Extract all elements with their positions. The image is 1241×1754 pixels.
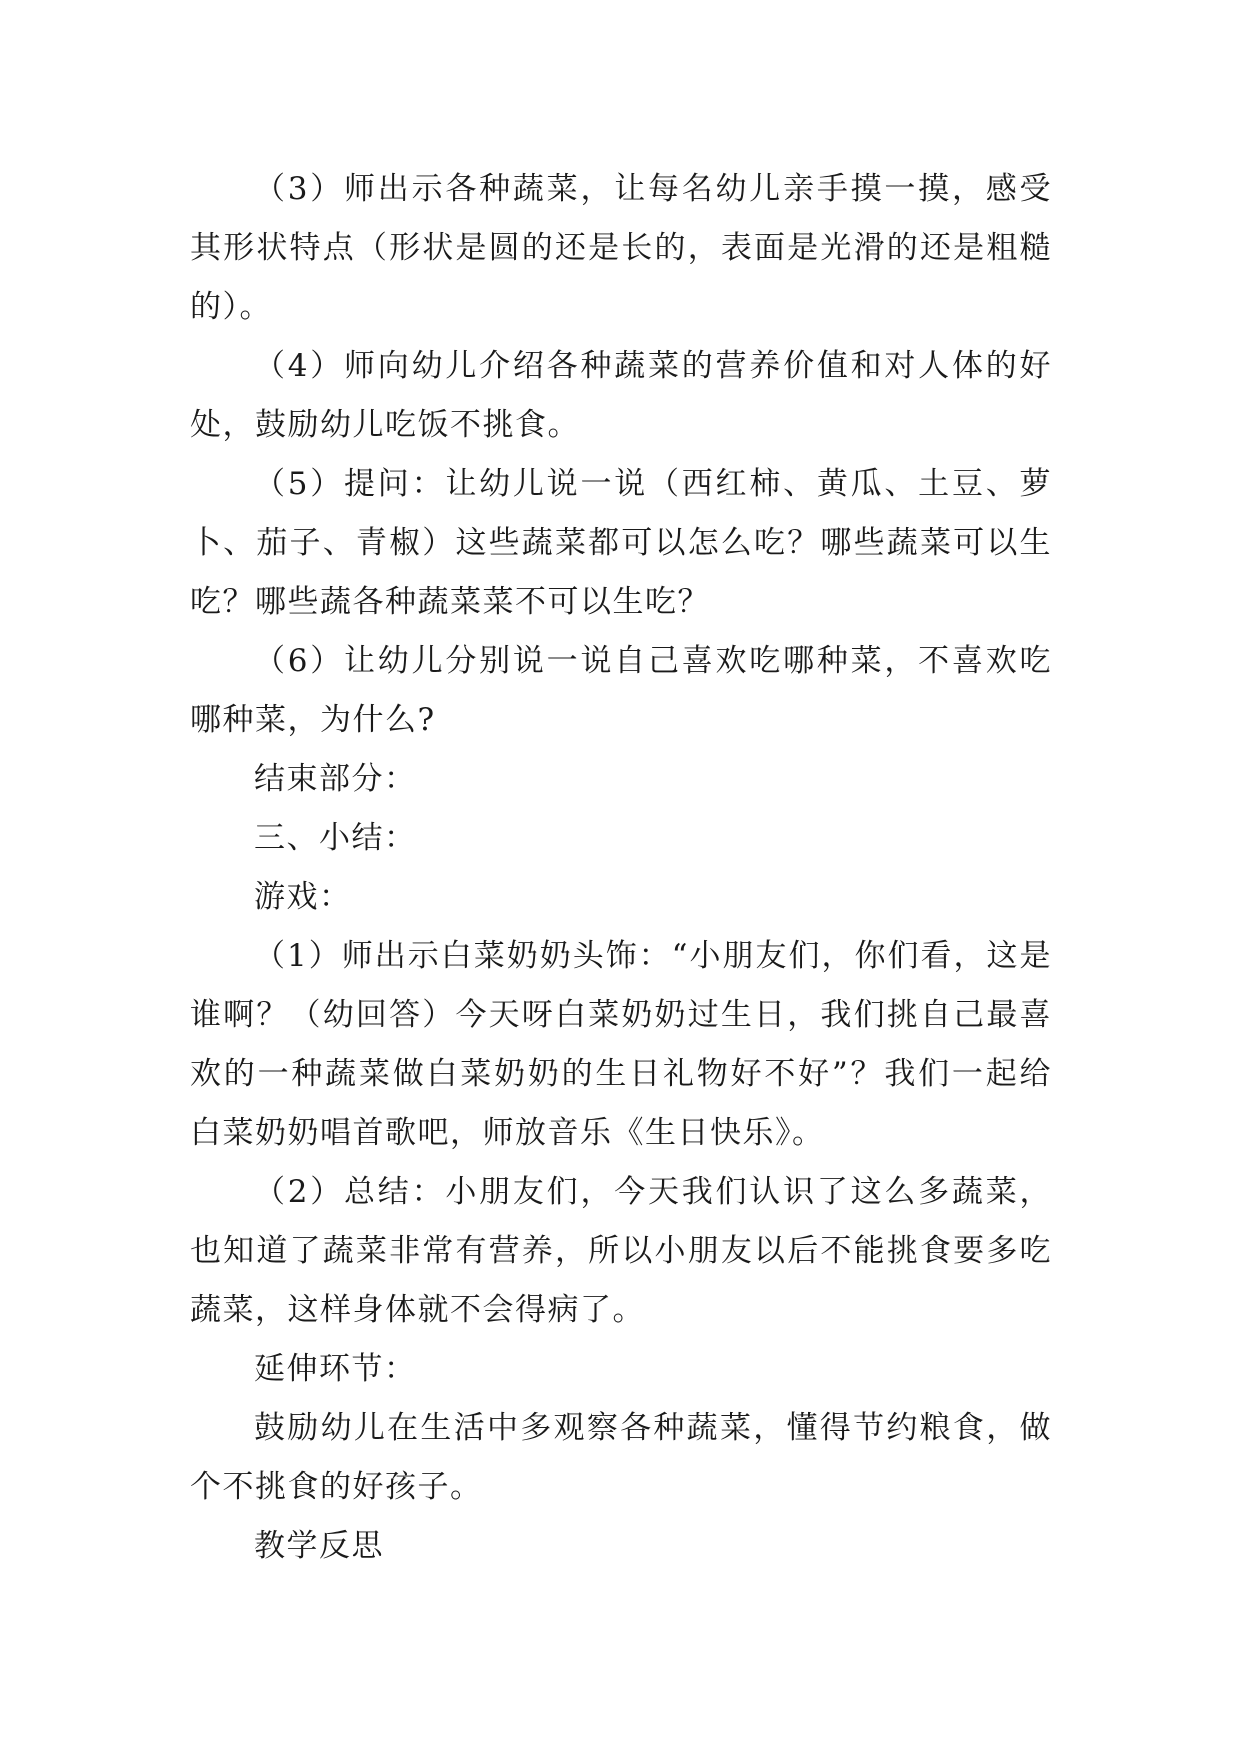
document-body [190, 160, 1052, 1576]
paragraph-step-5: （5）提问：让幼儿说一说（西红柿、黄瓜、土豆、萝卜、茄子、青椒）这些蔬菜都可以怎么吃？哪些蔬菜可以生吃？哪些蔬各种蔬菜菜不可以生吃？ [190, 466, 1052, 620]
heading-ending-section: 结束部分： [254, 761, 417, 797]
paragraph-game-2: （2）总结：小朋友们，今天我们认识了这么多蔬菜，也知道了蔬菜非常有营养，所以小朋友以后不能挑食要多吃蔬菜，这样身体就不会得病了。 [190, 1174, 1052, 1328]
paragraph-step-6: （6）让幼儿分别说一说自己喜欢吃哪种菜，不喜欢吃哪种菜，为什么? [190, 643, 1052, 738]
paragraph-step-4: （4）师向幼儿介绍各种蔬菜的营养价值和对人体的好处，鼓励幼儿吃饭不挑食。 [190, 348, 1052, 443]
paragraph-step-3: （3）师出示各种蔬菜，让每名幼儿亲手摸一摸，感受其形状特点（形状是圆的还是长的，表面是光滑的还是粗糙的）。 [190, 171, 1052, 325]
heading-extension: 延伸环节： [254, 1351, 417, 1387]
heading-summary: 三、小结： [254, 820, 417, 856]
paragraph-extension: 鼓励幼儿在生活中多观察各种蔬菜，懂得节约粮食，做个不挑食的好孩子。 [190, 1410, 1052, 1505]
heading-game: 游戏： [254, 879, 352, 915]
paragraph-game-1: （1）师出示白菜奶奶头饰：“小朋友们，你们看，这是谁啊？（幼回答）今天呀白菜奶奶过生日，我们挑自己最喜欢的一种蔬菜做白菜奶奶的生日礼物好不好”？我们一起给白菜奶奶唱首歌吧，师放音乐《生日快乐》。 [190, 938, 1052, 1151]
heading-reflection: 教学反思 [254, 1528, 384, 1564]
